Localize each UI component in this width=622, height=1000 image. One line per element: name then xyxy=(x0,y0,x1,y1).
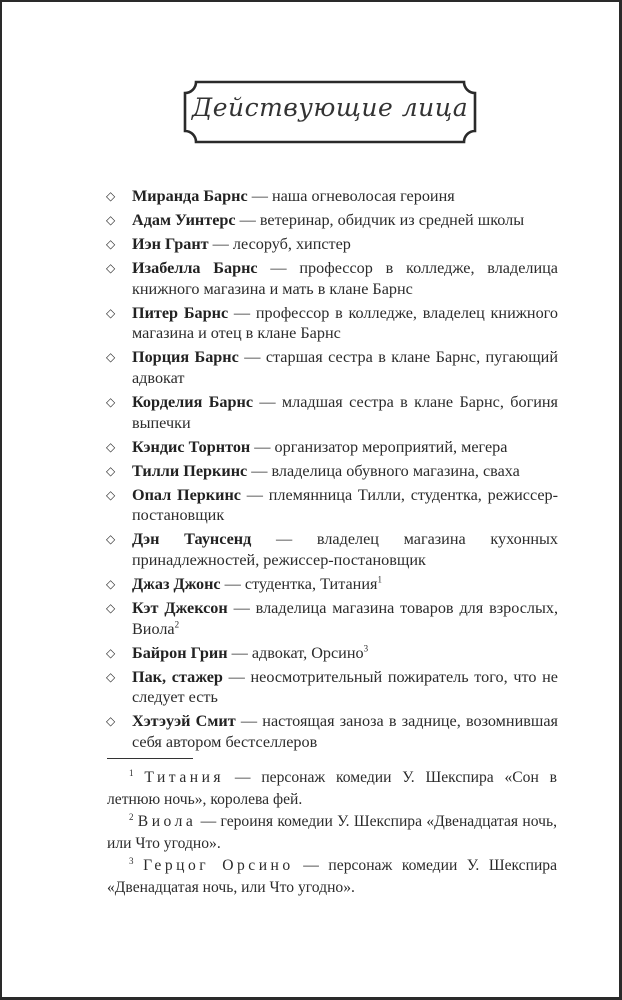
cast-item xyxy=(106,303,558,344)
character-name: Кэт Джексон xyxy=(132,599,228,618)
cast-item xyxy=(106,711,558,752)
character-name: Тилли Перкинс xyxy=(132,461,248,480)
footnote-term: Титания xyxy=(144,769,225,786)
diamond-bullet-icon: ◇ xyxy=(106,463,116,478)
character-description: — студентка, Титания xyxy=(220,575,378,594)
character-name: Байрон Грин xyxy=(132,643,228,662)
character-name: Миранда Барнс xyxy=(132,187,248,205)
character-name: Адам Уинтерс xyxy=(132,211,236,230)
page-title: Действующие лица xyxy=(191,93,469,122)
character-description: — ветеринар, обидчик из средней школы xyxy=(235,211,525,230)
cast-item xyxy=(106,529,558,570)
footnote xyxy=(107,855,557,898)
cast-list xyxy=(106,186,558,756)
diamond-bullet-icon: ◇ xyxy=(106,439,116,454)
footnote-number: 2 xyxy=(129,811,134,822)
cast-item xyxy=(106,347,558,388)
cast-item xyxy=(106,186,558,207)
footnote-text: — персонаж комедии У. Шекспира «Двенадцатая ночь, или Что угодно». xyxy=(107,857,558,896)
footnote-number: 1 xyxy=(129,767,134,778)
character-name: Пак, стажер xyxy=(132,667,223,686)
diamond-bullet-icon: ◇ xyxy=(106,395,116,410)
diamond-bullet-icon: ◇ xyxy=(106,261,116,276)
cast-item xyxy=(106,210,558,231)
footnote-ref[interactable]: 1 xyxy=(377,574,382,585)
cast-item xyxy=(106,234,558,255)
character-description: — адвокат, Орсино xyxy=(227,643,364,662)
character-description: — старшая сестра в клане Барнс, пугающий адвокат xyxy=(132,348,558,387)
character-name: Хэтэуэй Смит xyxy=(132,712,236,731)
character-description: — настоящая заноза в заднице, возомнившая себя автором бестселлеров xyxy=(132,712,558,751)
footnotes xyxy=(107,767,557,899)
footnote-term: Герцог Орсино xyxy=(143,857,294,874)
character-description: — организатор мероприятий, мегера xyxy=(250,437,508,456)
diamond-bullet-icon: ◇ xyxy=(106,601,116,616)
footnote-text: — героиня комедии У. Шекспира «Двенадцатая ночь, или Что угодно». xyxy=(107,813,557,852)
character-description: — неосмотрительный пожиратель того, что не следует есть xyxy=(132,667,558,707)
diamond-bullet-icon: ◇ xyxy=(106,305,116,320)
footnote-ref[interactable]: 3 xyxy=(363,643,369,654)
diamond-bullet-icon: ◇ xyxy=(106,213,116,228)
cast-item xyxy=(106,643,558,664)
character-name: Корделия Барнс xyxy=(132,393,254,412)
diamond-bullet-icon: ◇ xyxy=(106,645,116,660)
character-name: Порция Барнс xyxy=(132,348,239,367)
character-description: — лесоруб, хипстер xyxy=(208,235,351,254)
title-frame xyxy=(182,79,478,145)
diamond-bullet-icon: ◇ xyxy=(106,189,116,203)
diamond-bullet-icon: ◇ xyxy=(106,714,116,729)
diamond-bullet-icon: ◇ xyxy=(106,669,116,684)
diamond-bullet-icon: ◇ xyxy=(106,532,116,547)
character-description: — владелец магазина кухонных принадлежностей, режиссер-постановщик xyxy=(132,530,558,569)
character-name: Изабелла Барнс xyxy=(132,259,258,278)
character-description: — владелица обувного магазина, сваха xyxy=(247,461,520,480)
cast-item xyxy=(106,437,558,458)
diamond-bullet-icon: ◇ xyxy=(106,487,116,502)
footnote-number: 3 xyxy=(129,855,134,866)
cast-item xyxy=(106,667,558,708)
diamond-bullet-icon: ◇ xyxy=(106,577,116,592)
footnote xyxy=(107,811,557,854)
character-name: Иэн Грант xyxy=(132,235,209,254)
character-description: — наша огневолосая героиня xyxy=(247,187,455,205)
character-description: — племянница Тилли, студентка, режиссер-постановщик xyxy=(132,485,558,525)
character-name: Опал Перкинс xyxy=(132,485,241,504)
cast-item xyxy=(106,258,558,299)
cast-item xyxy=(106,598,558,639)
character-name: Джаз Джонс xyxy=(132,575,221,594)
footnote-term: Виола xyxy=(137,813,197,830)
character-name: Кэндис Торнтон xyxy=(132,437,251,456)
footnote-divider xyxy=(107,758,193,759)
diamond-bullet-icon: ◇ xyxy=(106,350,116,365)
cast-item xyxy=(106,392,558,433)
diamond-bullet-icon: ◇ xyxy=(106,237,116,252)
cast-item xyxy=(106,574,558,595)
footnote-ref[interactable]: 2 xyxy=(174,619,180,630)
cast-item xyxy=(106,461,558,482)
cast-item xyxy=(106,485,558,526)
footnote-text: — персонаж комедии У. Шекспира «Сон в летнюю ночь», королева фей. xyxy=(107,769,557,808)
character-description: — профессор в колледже, владелица книжного магазина и мать в клане Барнс xyxy=(132,259,558,298)
character-description: — младшая сестра в клане Барнс, богиня выпечки xyxy=(132,393,558,432)
footnote xyxy=(107,767,557,810)
character-name: Питер Барнс xyxy=(132,303,229,322)
character-description: — владелица магазина товаров для взрослых, Виола xyxy=(132,599,558,638)
character-name: Дэн Таунсенд xyxy=(132,530,252,549)
character-description: — профессор в колледже, владелец книжного магазина и отец в клане Барнс xyxy=(132,303,558,343)
